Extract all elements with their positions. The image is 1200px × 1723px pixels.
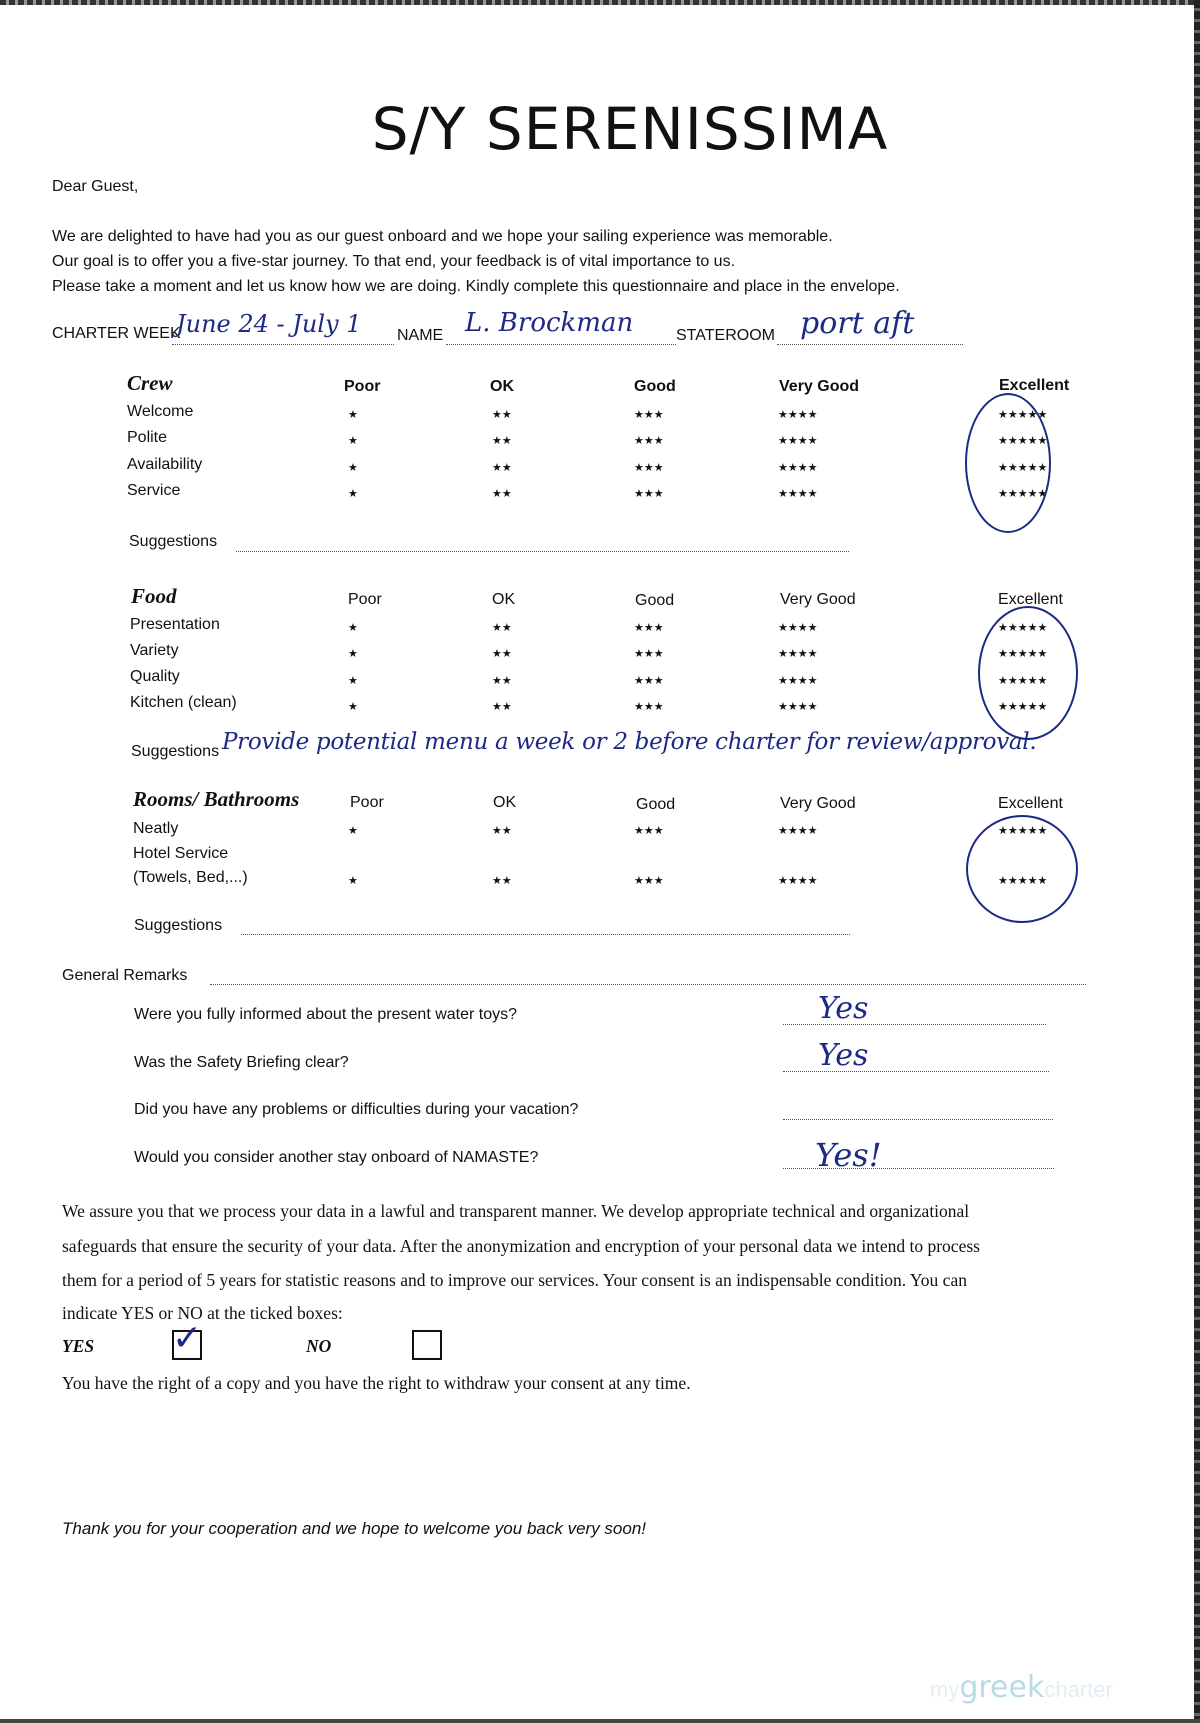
rooms-excellent-circle bbox=[966, 815, 1078, 923]
food-header-very-good: Very Good bbox=[780, 591, 856, 608]
greeting: Dear Guest, bbox=[52, 178, 139, 195]
crew-header-excellent: Excellent bbox=[999, 377, 1070, 394]
crew-item-polite: Polite bbox=[127, 429, 168, 446]
food-star-4[interactable]: ★★★★ bbox=[778, 674, 818, 687]
rooms-star-1[interactable]: ★ bbox=[348, 875, 358, 887]
food-header-good: Good bbox=[635, 592, 675, 609]
charter-week-label: CHARTER WEEK bbox=[52, 325, 181, 342]
stateroom-line bbox=[777, 344, 963, 345]
scan-edge-bottom bbox=[0, 1719, 1200, 1723]
food-star-5[interactable]: ★★★★★ bbox=[998, 622, 1048, 634]
rooms-section-title: Rooms/ Bathrooms bbox=[133, 787, 300, 811]
crew-star-4[interactable]: ★★★★ bbox=[778, 435, 818, 448]
crew-star-4[interactable]: ★★★★ bbox=[778, 409, 818, 421]
food-star-1[interactable]: ★ bbox=[348, 622, 358, 634]
food-item-quality: Quality bbox=[130, 668, 180, 685]
rooms-header-excellent: Excellent bbox=[998, 795, 1063, 812]
food-star-5[interactable]: ★★★★★ bbox=[998, 700, 1048, 713]
rooms-star-2[interactable]: ★★ bbox=[492, 825, 512, 837]
consent-no-checkbox[interactable] bbox=[412, 1330, 442, 1360]
privacy-line-2: safeguards that ensure the security of your data. After the anonymization and encryption of your personal data we intend to process bbox=[62, 1236, 980, 1256]
watermark-right: charter bbox=[1044, 1677, 1113, 1702]
general-remarks-line[interactable] bbox=[210, 984, 1086, 985]
rooms-star-2[interactable]: ★★ bbox=[492, 875, 512, 887]
food-suggestions-label: Suggestions bbox=[131, 743, 220, 760]
crew-section-title: Crew bbox=[127, 371, 173, 395]
charter-week-value[interactable]: June 24 - July 1 bbox=[176, 310, 362, 338]
rooms-header-poor: Poor bbox=[350, 794, 384, 811]
crew-suggestions-line[interactable] bbox=[236, 551, 849, 552]
crew-star-1[interactable]: ★ bbox=[348, 435, 358, 448]
rooms-suggestions-label: Suggestions bbox=[134, 917, 223, 934]
rooms-star-5[interactable]: ★★★★★ bbox=[998, 825, 1048, 837]
crew-star-1[interactable]: ★ bbox=[348, 409, 358, 421]
food-header-poor: Poor bbox=[348, 591, 382, 608]
crew-star-5[interactable]: ★★★★★ bbox=[998, 461, 1048, 474]
food-suggestions-value[interactable]: Provide potential menu a week or 2 before charter for review/approval. bbox=[222, 729, 1037, 755]
crew-header-good: Good bbox=[634, 378, 676, 395]
stateroom-label: STATEROOM bbox=[676, 327, 775, 344]
food-star-2[interactable]: ★★ bbox=[492, 700, 512, 713]
food-star-3[interactable]: ★★★ bbox=[634, 674, 664, 687]
crew-star-3[interactable]: ★★★ bbox=[634, 461, 664, 474]
crew-item-service: Service bbox=[127, 482, 181, 499]
watermark-logo bbox=[930, 1670, 1113, 1705]
question-safety-briefing: Was the Safety Briefing clear? bbox=[134, 1054, 349, 1071]
consent-yes-label: YES bbox=[62, 1336, 95, 1356]
crew-item-availability: Availability bbox=[127, 456, 203, 473]
food-header-ok: OK bbox=[492, 591, 516, 608]
rooms-star-1[interactable]: ★ bbox=[348, 825, 358, 837]
crew-star-2[interactable]: ★★ bbox=[492, 487, 512, 500]
rooms-star-3[interactable]: ★★★ bbox=[634, 825, 664, 837]
scan-edge-top bbox=[0, 0, 1200, 5]
crew-star-2[interactable]: ★★ bbox=[492, 435, 512, 448]
crew-star-5[interactable]: ★★★★★ bbox=[998, 435, 1048, 448]
rooms-star-5[interactable]: ★★★★★ bbox=[998, 875, 1048, 887]
answer-water-toys[interactable]: Yes bbox=[818, 991, 869, 1026]
crew-star-2[interactable]: ★★ bbox=[492, 409, 512, 421]
charter-week-line bbox=[172, 344, 394, 345]
food-star-4[interactable]: ★★★★ bbox=[778, 700, 818, 713]
answer-another-stay[interactable]: Yes! bbox=[815, 1136, 882, 1174]
crew-star-4[interactable]: ★★★★ bbox=[778, 461, 818, 474]
rooms-star-3[interactable]: ★★★ bbox=[634, 875, 664, 887]
food-item-kitchen: Kitchen (clean) bbox=[130, 694, 237, 711]
rooms-header-ok: OK bbox=[493, 794, 517, 811]
food-item-presentation: Presentation bbox=[130, 616, 220, 633]
food-star-5[interactable]: ★★★★★ bbox=[998, 674, 1048, 687]
crew-star-1[interactable]: ★ bbox=[348, 461, 358, 474]
food-star-1[interactable]: ★ bbox=[348, 648, 358, 661]
consent-no-label: NO bbox=[306, 1336, 332, 1356]
food-star-4[interactable]: ★★★★ bbox=[778, 648, 818, 661]
rooms-item-neatly: Neatly bbox=[133, 820, 179, 837]
rooms-star-4[interactable]: ★★★★ bbox=[778, 875, 818, 887]
intro-line-1: We are delighted to have had you as our guest onboard and we hope your sailing experience was memorable. bbox=[52, 228, 833, 245]
crew-header-very-good: Very Good bbox=[779, 378, 860, 395]
rooms-item-hotel-service: Hotel Service bbox=[133, 845, 229, 862]
question-another-stay: Would you consider another stay onboard of NAMASTE? bbox=[134, 1149, 539, 1166]
question-water-toys: Were you fully informed about the present water toys? bbox=[134, 1006, 518, 1023]
answer-line-problems[interactable] bbox=[783, 1119, 1053, 1120]
crew-star-5[interactable]: ★★★★★ bbox=[998, 409, 1048, 421]
rights-text: You have the right of a copy and you have the right to withdraw your consent at any time. bbox=[62, 1373, 691, 1393]
food-star-2[interactable]: ★★ bbox=[492, 622, 512, 634]
food-star-2[interactable]: ★★ bbox=[492, 648, 512, 661]
food-star-3[interactable]: ★★★ bbox=[634, 622, 664, 634]
question-problems: Did you have any problems or difficulties during your vacation? bbox=[134, 1101, 579, 1118]
name-label: NAME bbox=[397, 327, 444, 344]
privacy-line-3: them for a period of 5 years for statistic reasons and to improve our services. Your consent is an indispensable condition. You can bbox=[62, 1270, 967, 1290]
food-star-1[interactable]: ★ bbox=[348, 700, 358, 713]
intro-line-3: Please take a moment and let us know how we are doing. Kindly complete this questionnaire and place in the envelope. bbox=[52, 278, 900, 295]
closing-text: Thank you for your cooperation and we hope to welcome you back very soon! bbox=[62, 1519, 647, 1538]
food-star-3[interactable]: ★★★ bbox=[634, 700, 664, 713]
consent-yes-check-icon: ✓ bbox=[172, 1318, 203, 1359]
privacy-line-1: We assure you that we process your data in a lawful and transparent manner. We develop appropriate technical and organizational bbox=[62, 1201, 970, 1221]
crew-header-ok: OK bbox=[490, 378, 514, 395]
scan-edge-right bbox=[1194, 0, 1200, 1723]
general-remarks-label: General Remarks bbox=[62, 967, 188, 984]
food-header-excellent: Excellent bbox=[998, 591, 1063, 608]
food-star-4[interactable]: ★★★★ bbox=[778, 622, 818, 634]
intro-line-2: Our goal is to offer you a five-star journey. To that end, your feedback is of vital importance to us. bbox=[52, 253, 736, 270]
crew-star-4[interactable]: ★★★★ bbox=[778, 487, 818, 500]
name-line bbox=[446, 344, 676, 345]
food-excellent-circle bbox=[978, 606, 1078, 740]
crew-suggestions-label: Suggestions bbox=[129, 533, 218, 550]
food-item-variety: Variety bbox=[130, 642, 179, 659]
rooms-header-very-good: Very Good bbox=[780, 795, 856, 812]
food-star-5[interactable]: ★★★★★ bbox=[998, 648, 1048, 661]
food-section-title: Food bbox=[131, 584, 177, 608]
food-star-3[interactable]: ★★★ bbox=[634, 648, 664, 661]
crew-star-3[interactable]: ★★★ bbox=[634, 435, 664, 448]
food-star-2[interactable]: ★★ bbox=[492, 674, 512, 687]
crew-item-welcome: Welcome bbox=[127, 403, 194, 420]
name-value[interactable]: L. Brockman bbox=[465, 308, 634, 338]
crew-excellent-circle bbox=[965, 393, 1051, 533]
crew-header-poor: Poor bbox=[344, 378, 381, 395]
rooms-item-hotel-service-detail: (Towels, Bed,...) bbox=[133, 869, 248, 886]
stateroom-value[interactable]: port aft bbox=[800, 306, 915, 341]
rooms-suggestions-line[interactable] bbox=[241, 934, 850, 935]
privacy-line-4: indicate YES or NO at the ticked boxes: bbox=[62, 1303, 343, 1323]
crew-star-5[interactable]: ★★★★★ bbox=[998, 487, 1048, 500]
answer-safety-briefing[interactable]: Yes bbox=[818, 1038, 869, 1073]
rooms-header-good: Good bbox=[636, 796, 676, 813]
crew-star-3[interactable]: ★★★ bbox=[634, 487, 664, 500]
page-title: S/Y SERENISSIMA bbox=[371, 95, 889, 163]
watermark-brand: greek bbox=[959, 1670, 1045, 1705]
watermark-left: my bbox=[930, 1677, 960, 1702]
food-star-1[interactable]: ★ bbox=[348, 674, 358, 687]
rooms-star-4[interactable]: ★★★★ bbox=[778, 825, 818, 837]
crew-star-2[interactable]: ★★ bbox=[492, 461, 512, 474]
crew-star-1[interactable]: ★ bbox=[348, 487, 358, 500]
crew-star-3[interactable]: ★★★ bbox=[634, 409, 664, 421]
